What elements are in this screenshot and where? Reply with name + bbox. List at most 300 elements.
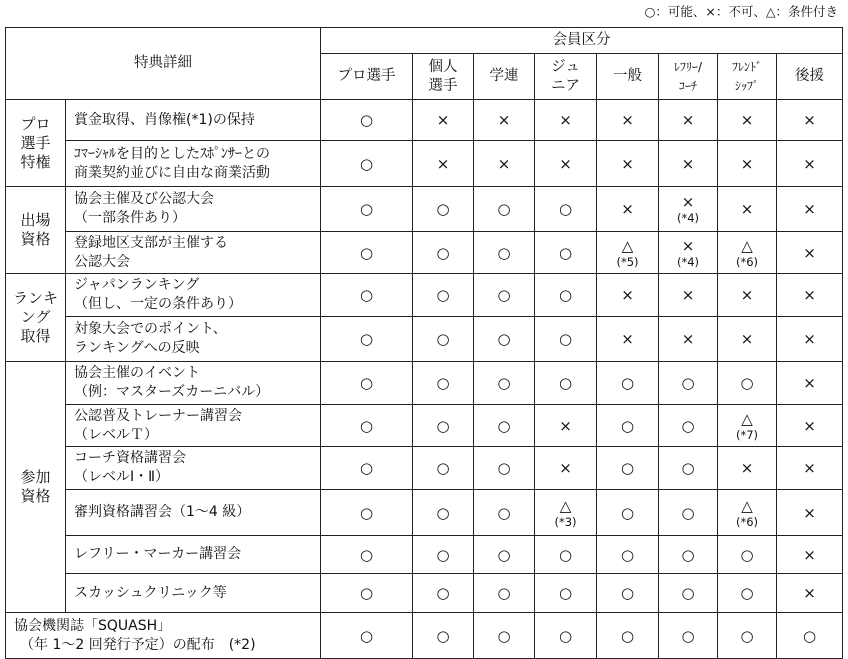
benefit-line: レフリー・マーカー講習会 <box>74 546 242 562</box>
status-cell <box>321 100 413 141</box>
benefit-line: （但し、一定の条件あり） <box>74 296 242 312</box>
column-header <box>535 54 597 100</box>
status-symbol: × <box>740 111 754 129</box>
benefit-cell <box>66 536 321 574</box>
benefit-cell <box>66 141 321 187</box>
benefit-line: （年 1～2 回発行予定）の配布 (*2) <box>20 636 256 653</box>
status-cell <box>321 447 413 490</box>
status-symbol: ○ <box>681 416 695 435</box>
status-cell <box>413 405 474 447</box>
status-cell <box>718 613 777 659</box>
column-header-line: 後援 <box>795 68 824 84</box>
status-cell <box>597 100 659 141</box>
status-symbol: × <box>740 154 754 173</box>
table-row <box>6 490 843 536</box>
category-cell <box>6 362 66 613</box>
status-cell <box>659 274 718 317</box>
status-symbol: ○ <box>681 584 695 602</box>
status-cell <box>777 490 843 536</box>
status-symbol: ○ <box>558 330 573 348</box>
benefit-line: （レベルＴ） <box>74 426 158 443</box>
benefit-line: 賞金取得、肖像権(*1)の保持 <box>74 111 255 128</box>
status-cell <box>321 232 413 274</box>
status-symbol: × <box>803 154 816 173</box>
status-cell <box>597 362 659 405</box>
status-cell <box>474 187 535 232</box>
status-cell <box>718 536 777 574</box>
status-symbol: ○ <box>497 459 511 477</box>
status-symbol: × <box>559 459 572 477</box>
status-symbol: ○ <box>497 584 511 602</box>
benefit-cell <box>66 362 321 405</box>
benefit-line: スカッシュクリニック等 <box>74 584 227 601</box>
status-cell <box>535 613 597 659</box>
column-header <box>777 54 843 100</box>
status-cell <box>413 187 474 232</box>
status-symbol: ○ <box>359 416 374 435</box>
status-cell <box>597 574 659 613</box>
status-cell <box>413 100 474 141</box>
status-symbol: ○ <box>558 545 573 564</box>
status-cell <box>535 100 597 141</box>
status-symbol: ○ <box>359 330 374 348</box>
status-cell <box>321 536 413 574</box>
category-line: 選手 <box>20 133 51 152</box>
status-symbol: ○ <box>436 503 450 522</box>
benefit-line: ジャパンランキング <box>74 277 200 293</box>
status-symbol: ○ <box>681 545 695 564</box>
benefit-line: ランキングへの反映 <box>74 340 200 356</box>
status-cell <box>474 574 535 613</box>
status-symbol: ○ <box>558 374 573 392</box>
status-symbol: △ <box>559 496 572 515</box>
column-header <box>474 54 535 100</box>
category-cell <box>6 100 66 187</box>
status-symbol: ○ <box>681 459 695 477</box>
status-symbol: ○ <box>497 200 511 218</box>
status-symbol: ○ <box>740 545 754 564</box>
benefit-line: コーチ資格講習会 <box>74 450 186 466</box>
column-header-line: 個人 <box>428 58 458 75</box>
status-symbol: ○ <box>802 626 817 645</box>
status-symbol: ○ <box>436 584 450 602</box>
status-symbol: × <box>621 154 634 173</box>
status-symbol: × <box>681 286 695 304</box>
status-cell <box>413 490 474 536</box>
legend-note: ○：可能、×：不可、△：条件付き <box>644 4 838 19</box>
status-note: (*3) <box>554 514 577 529</box>
status-symbol: ○ <box>359 584 374 602</box>
status-cell <box>597 536 659 574</box>
benefit-line: 登録地区支部が主催する <box>74 234 228 251</box>
status-symbol: ○ <box>436 459 450 477</box>
status-symbol: × <box>803 330 816 348</box>
status-cell <box>659 490 718 536</box>
status-symbol: × <box>803 545 816 564</box>
column-header-line: プロ選手 <box>337 68 396 84</box>
status-cell <box>535 187 597 232</box>
status-symbol: × <box>803 459 816 477</box>
status-cell <box>659 574 718 613</box>
status-symbol: × <box>803 374 816 392</box>
status-cell <box>413 141 474 187</box>
status-cell <box>718 100 777 141</box>
status-cell <box>777 447 843 490</box>
status-cell <box>659 405 718 447</box>
status-cell <box>597 317 659 362</box>
status-cell <box>718 274 777 317</box>
column-header <box>413 54 474 100</box>
benefit-line: 協会主催及び公認大会 <box>74 191 214 207</box>
status-cell <box>777 100 843 141</box>
status-cell <box>597 274 659 317</box>
status-cell <box>718 232 777 274</box>
status-cell <box>535 232 597 274</box>
status-cell <box>474 100 535 141</box>
status-symbol: × <box>803 200 816 218</box>
status-symbol: ○ <box>681 503 695 522</box>
status-symbol: × <box>740 459 754 477</box>
status-cell <box>659 187 718 232</box>
status-symbol: ○ <box>620 459 635 477</box>
status-symbol: ○ <box>620 584 635 602</box>
status-cell <box>535 405 597 447</box>
column-header-line: 一般 <box>613 68 642 84</box>
status-cell <box>321 187 413 232</box>
status-cell <box>597 232 659 274</box>
status-symbol: × <box>803 243 816 262</box>
status-cell <box>718 317 777 362</box>
header-row <box>6 28 843 54</box>
status-cell <box>777 574 843 613</box>
status-symbol: ○ <box>436 330 450 348</box>
category-line: 取得 <box>20 327 51 345</box>
status-symbol: × <box>681 193 695 211</box>
status-cell <box>659 613 718 659</box>
status-symbol: × <box>803 503 816 522</box>
status-cell <box>777 141 843 187</box>
status-cell <box>321 613 413 659</box>
status-cell <box>718 447 777 490</box>
category-cell <box>6 187 66 274</box>
status-symbol: ○ <box>359 374 374 392</box>
status-note: (*6) <box>735 254 759 269</box>
status-symbol: × <box>497 111 511 129</box>
benefit-line: （一部条件あり） <box>74 210 186 226</box>
status-symbol: × <box>681 154 695 173</box>
table-row <box>6 232 843 274</box>
status-cell <box>413 317 474 362</box>
status-cell <box>659 317 718 362</box>
status-symbol: ○ <box>359 459 374 477</box>
status-symbol: × <box>681 111 695 129</box>
status-note: (*6) <box>735 514 759 529</box>
category-line: 資格 <box>20 230 51 248</box>
table-row <box>6 536 843 574</box>
status-symbol: × <box>559 111 572 129</box>
status-cell <box>718 141 777 187</box>
benefit-cell <box>66 274 321 317</box>
status-symbol: × <box>740 200 754 218</box>
table-row <box>6 100 843 141</box>
status-cell <box>413 362 474 405</box>
status-cell <box>597 141 659 187</box>
status-symbol: × <box>497 154 511 173</box>
benefit-cell <box>66 100 321 141</box>
table-row <box>6 405 843 447</box>
status-symbol: ○ <box>558 286 573 304</box>
status-symbol: ○ <box>497 286 511 304</box>
column-header-line: ｺｰﾁ <box>678 78 697 93</box>
status-symbol: × <box>740 286 754 304</box>
status-cell <box>659 141 718 187</box>
status-cell <box>718 574 777 613</box>
column-header-line: 選手 <box>428 77 458 94</box>
status-symbol: ○ <box>359 286 374 304</box>
status-symbol: ○ <box>359 626 374 645</box>
status-cell <box>718 187 777 232</box>
status-note: (*4) <box>676 254 700 269</box>
status-symbol: × <box>803 111 816 129</box>
status-cell <box>777 362 843 405</box>
status-symbol: ○ <box>359 111 374 129</box>
status-symbol: ○ <box>436 626 450 645</box>
status-cell <box>659 536 718 574</box>
status-symbol: × <box>559 154 572 173</box>
table-row <box>6 187 843 232</box>
status-note: (*7) <box>735 427 759 442</box>
status-cell <box>659 232 718 274</box>
status-symbol: ○ <box>497 374 511 392</box>
status-symbol: × <box>436 154 450 173</box>
benefit-cell <box>6 613 321 659</box>
status-symbol: ○ <box>740 626 754 645</box>
status-cell <box>535 317 597 362</box>
status-symbol: ○ <box>436 545 450 564</box>
benefit-line: 商業契約並びに自由な商業活動 <box>74 164 270 181</box>
benefit-line: 審判資格講習会（1～4 級） <box>74 504 251 520</box>
status-symbol: ○ <box>497 503 511 522</box>
benefit-cell <box>66 574 321 613</box>
status-symbol: × <box>803 286 816 304</box>
status-cell <box>321 405 413 447</box>
column-header-line: ﾌﾚﾝﾄﾞ <box>731 59 762 74</box>
status-symbol: ○ <box>740 374 754 392</box>
status-symbol: ○ <box>497 545 511 564</box>
category-line: 特権 <box>20 152 51 171</box>
status-cell <box>321 362 413 405</box>
status-cell <box>777 274 843 317</box>
status-note: (*4) <box>676 211 700 225</box>
table-row <box>6 362 843 405</box>
status-cell <box>718 490 777 536</box>
status-cell <box>474 405 535 447</box>
status-cell <box>474 141 535 187</box>
status-cell <box>321 490 413 536</box>
status-symbol: × <box>681 236 695 255</box>
status-symbol: ○ <box>620 503 635 522</box>
status-symbol: ○ <box>558 584 573 602</box>
status-cell <box>413 613 474 659</box>
status-symbol: × <box>621 111 634 129</box>
status-cell <box>413 274 474 317</box>
category-line: 出場 <box>20 211 51 229</box>
benefit-cell <box>66 187 321 232</box>
column-header-line: ｼｯﾌﾟ <box>734 78 759 93</box>
benefit-cell <box>66 232 321 274</box>
status-symbol: × <box>621 330 634 348</box>
status-cell <box>413 447 474 490</box>
status-symbol: ○ <box>359 243 374 262</box>
column-header <box>597 54 659 100</box>
status-symbol: ○ <box>359 503 374 522</box>
table-row <box>6 274 843 317</box>
benefit-line: 公認大会 <box>74 253 130 270</box>
benefit-line: 対象大会でのポイント、 <box>74 321 227 337</box>
status-symbol: ○ <box>740 584 754 602</box>
status-symbol: × <box>621 286 634 304</box>
status-cell <box>413 232 474 274</box>
status-cell <box>535 574 597 613</box>
benefit-line: 公認普及トレーナー講習会 <box>74 407 242 424</box>
status-cell <box>474 536 535 574</box>
table-row <box>6 317 843 362</box>
status-symbol: ○ <box>558 243 573 262</box>
status-cell <box>474 232 535 274</box>
status-symbol: ○ <box>436 416 450 435</box>
header-member-group: 会員区分 <box>321 28 843 54</box>
status-symbol: △ <box>741 236 753 255</box>
status-symbol: ○ <box>359 545 374 564</box>
status-symbol: × <box>436 111 450 129</box>
status-symbol: ○ <box>436 374 450 392</box>
status-cell <box>474 274 535 317</box>
status-symbol: ○ <box>436 286 450 304</box>
benefit-cell <box>66 490 321 536</box>
membership-benefits-table <box>5 27 843 659</box>
status-symbol: ○ <box>681 374 695 392</box>
status-symbol: △ <box>621 236 634 255</box>
column-header-line: ニア <box>551 77 580 94</box>
column-header <box>718 54 777 100</box>
status-cell <box>535 447 597 490</box>
status-symbol: ○ <box>436 243 450 262</box>
status-cell <box>535 362 597 405</box>
status-cell <box>659 362 718 405</box>
status-cell <box>474 447 535 490</box>
status-cell <box>474 613 535 659</box>
status-cell <box>777 317 843 362</box>
status-cell <box>321 141 413 187</box>
status-cell <box>777 232 843 274</box>
table-row-magazine <box>6 613 843 659</box>
status-symbol: ○ <box>497 416 511 435</box>
status-cell <box>474 362 535 405</box>
status-symbol: × <box>803 416 816 435</box>
category-line: プロ <box>20 114 51 133</box>
category-line: ング <box>20 308 51 326</box>
status-symbol: ○ <box>436 200 450 218</box>
benefit-line: （レベルⅠ・Ⅱ） <box>74 469 170 485</box>
status-symbol: ○ <box>558 626 573 645</box>
benefit-line: 協会主催のイベント <box>74 365 200 381</box>
status-cell <box>597 447 659 490</box>
status-symbol: × <box>621 200 634 218</box>
status-cell <box>413 536 474 574</box>
header-benefit-label: 特典詳細 <box>6 28 321 100</box>
column-header-line: ジュ <box>551 58 580 75</box>
status-symbol: △ <box>741 409 753 428</box>
status-symbol: × <box>803 584 816 602</box>
status-cell <box>777 187 843 232</box>
status-cell <box>597 187 659 232</box>
table-row <box>6 574 843 613</box>
column-header <box>321 54 413 100</box>
status-symbol: ○ <box>359 200 374 218</box>
status-note: (*5) <box>616 254 639 269</box>
status-cell <box>777 613 843 659</box>
column-header <box>659 54 718 100</box>
benefit-cell <box>66 447 321 490</box>
status-cell <box>777 405 843 447</box>
status-cell <box>777 536 843 574</box>
status-symbol: ○ <box>558 200 573 218</box>
status-symbol: ○ <box>497 330 511 348</box>
category-line: 参加 <box>20 468 51 486</box>
column-header-line: ﾚﾌﾘｰ/ <box>673 59 703 74</box>
category-line: 資格 <box>20 487 51 505</box>
status-cell <box>597 613 659 659</box>
status-cell <box>535 274 597 317</box>
status-cell <box>474 317 535 362</box>
status-symbol: × <box>740 330 754 348</box>
status-cell <box>535 490 597 536</box>
status-cell <box>474 490 535 536</box>
benefit-cell <box>66 317 321 362</box>
status-symbol: ○ <box>620 416 635 435</box>
status-cell <box>321 274 413 317</box>
status-symbol: ○ <box>359 154 374 173</box>
status-cell <box>597 490 659 536</box>
column-header-line: 学連 <box>489 68 519 84</box>
category-cell <box>6 274 66 362</box>
status-symbol: ○ <box>497 243 511 262</box>
status-cell <box>659 447 718 490</box>
table-row <box>6 447 843 490</box>
status-symbol: ○ <box>620 626 635 645</box>
status-cell <box>321 317 413 362</box>
status-symbol: ○ <box>497 626 511 645</box>
table-row <box>6 141 843 187</box>
status-cell <box>597 405 659 447</box>
status-symbol: × <box>559 416 572 435</box>
status-cell <box>321 574 413 613</box>
status-symbol: ○ <box>681 626 695 645</box>
status-cell <box>659 100 718 141</box>
benefit-line: 協会機関誌「SQUASH」 <box>14 617 172 634</box>
status-cell <box>718 362 777 405</box>
benefit-line: ｺﾏｰｼｬﾙを目的としたｽﾎﾟﾝｻｰとの <box>74 145 270 162</box>
status-cell <box>413 574 474 613</box>
status-cell <box>535 141 597 187</box>
status-symbol: △ <box>741 496 753 515</box>
status-symbol: ○ <box>620 374 635 392</box>
benefit-line: （例：マスターズカーニバル） <box>74 384 270 400</box>
category-line: ランキ <box>12 289 58 307</box>
status-symbol: × <box>681 330 695 348</box>
status-cell <box>718 405 777 447</box>
benefit-cell <box>66 405 321 447</box>
